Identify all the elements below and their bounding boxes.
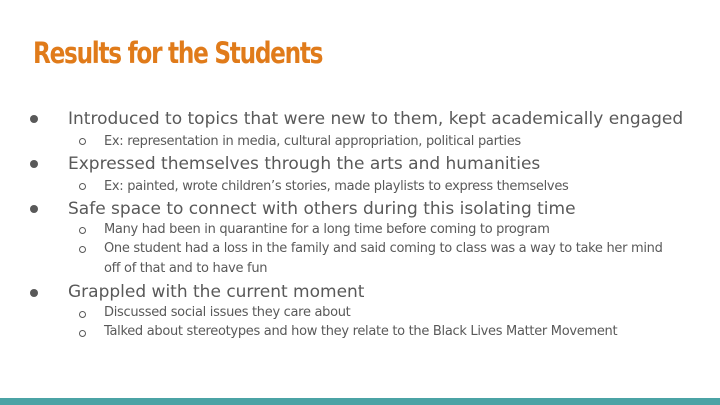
- bullet-text: Introduced to topics that were new to them, kept academically engaged: [68, 109, 684, 129]
- sub-bullet-circle: [79, 311, 86, 318]
- slide-title: Results for the Students: [33, 36, 323, 70]
- sub-bullet-circle: [79, 227, 86, 234]
- footer-accent-bar: [0, 398, 720, 405]
- sub-bullet-circle: [79, 138, 86, 145]
- bullet-text: Safe space to connect with others during this isolating time: [68, 199, 576, 219]
- sub-bullet-text: Talked about stereotypes and how they relate to the Black Lives Matter Movement: [104, 324, 618, 339]
- bullet-dot: [30, 289, 38, 297]
- sub-bullet-text: Many had been in quarantine for a long time before coming to program: [104, 222, 550, 237]
- sub-bullet-text: One student had a loss in the family and said coming to class was a way to take her mind: [104, 241, 663, 256]
- bullet-text: Expressed themselves through the arts and humanities: [68, 154, 541, 174]
- sub-bullet-text: Ex: representation in media, cultural appropriation, political parties: [104, 134, 521, 149]
- bullet-dot: [30, 115, 38, 123]
- bullet-text: Grappled with the current moment: [68, 282, 365, 302]
- bullet-dot: [30, 160, 38, 168]
- sub-bullet-circle: [79, 183, 86, 190]
- sub-bullet-text: Ex: painted, wrote children’s stories, made playlists to express themselves: [104, 179, 569, 194]
- bullet-dot: [30, 205, 38, 213]
- sub-bullet-text-continued: off of that and to have fun: [104, 261, 268, 276]
- sub-bullet-circle: [79, 246, 86, 253]
- sub-bullet-circle: [79, 330, 86, 337]
- sub-bullet-text: Discussed social issues they care about: [104, 305, 351, 320]
